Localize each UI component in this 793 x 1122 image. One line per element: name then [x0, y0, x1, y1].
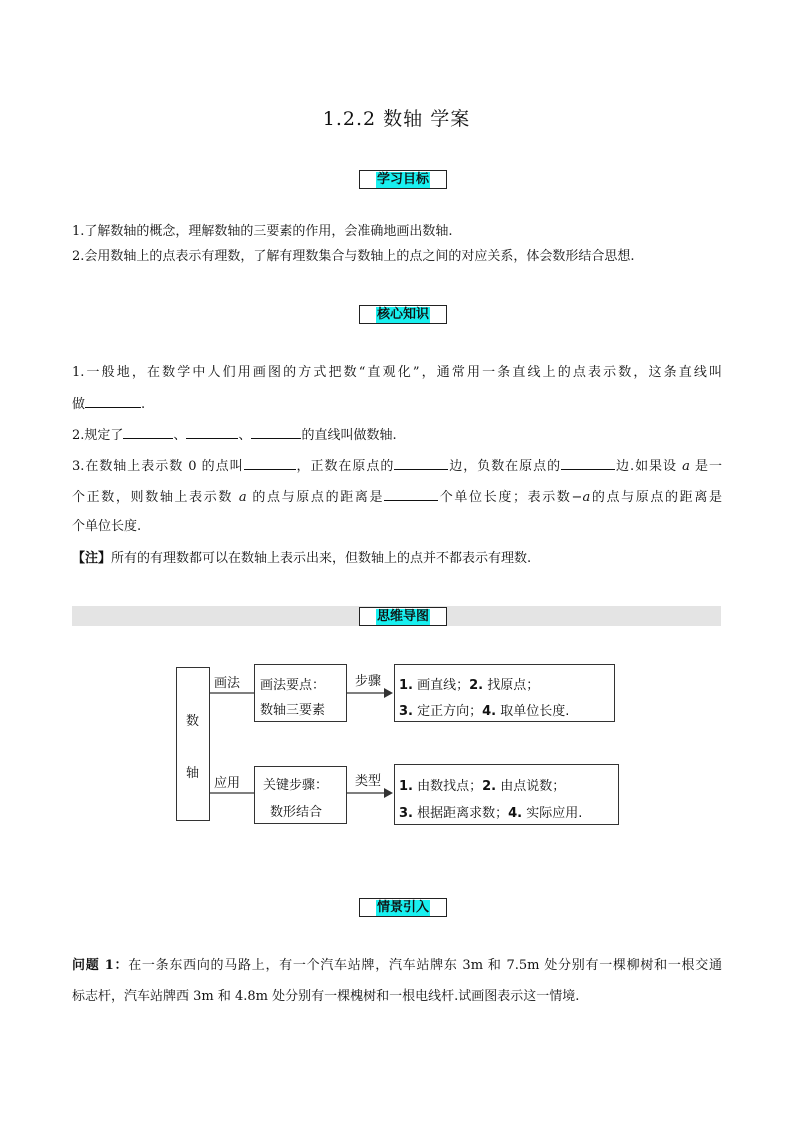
note-tag: 【注】	[72, 551, 112, 566]
box-draw-line1: 画法要点：	[260, 678, 326, 693]
core-item-3-line3: 个单位长度.	[72, 519, 142, 534]
branch-label-apply: 应用	[214, 776, 241, 791]
section-heading-label: 思维导图	[376, 608, 429, 624]
types-line1: 1. 由数找点；2. 由点说数；	[399, 779, 566, 794]
arrow-head-icon	[384, 788, 393, 798]
section-heading-scene	[359, 898, 447, 917]
root-char-1: 数	[186, 714, 200, 729]
mindmap-box-apply	[254, 766, 347, 824]
arrow-head-icon	[384, 688, 393, 698]
core-item-1-line1: 1.一般地，在数学中人们用画图的方式把数“直观化”，通常用一条直线上的点表示数，这条直线叫	[72, 365, 722, 380]
page-title: 1.2.2 数轴 学案	[322, 108, 471, 130]
core-item-1-line2: 做 .	[72, 394, 722, 414]
mindmap-box-steps	[394, 664, 615, 722]
box-apply-line1: 关键步骤：	[263, 778, 329, 793]
goal-item-1: 1.了解数轴的概念，理解数轴的三要素的作用，会准确地画出数轴.	[72, 224, 453, 239]
steps-line1: 1. 画直线；2. 找原点；	[399, 678, 540, 693]
arrow-label-types: 类型	[355, 774, 382, 789]
types-line2: 3. 根据距离求数；4. 实际应用.	[399, 806, 583, 821]
box-apply-line2: 数形结合	[270, 805, 323, 820]
section-heading-label: 学习目标	[376, 171, 429, 187]
core-item-3-line1: 3.在数轴上表示数 0 的点叫 ，正数在原点的 边，负数在原点的 边.如果设 a 是一	[72, 456, 722, 476]
question-tag: 问题 1：	[72, 958, 129, 973]
mindmap-box-draw	[254, 664, 347, 722]
section-heading-label: 情景引入	[376, 899, 429, 915]
core-note: 【注】所有的有理数都可以在数轴上表示出来，但数轴上的点并不都表示有理数.	[72, 551, 532, 566]
scene-question-line1: 问题 1：在一条东西向的马路上，有一个汽车站牌，汽车站牌东 3m 和 7.5m 处分别有一棵柳树和一根交通	[72, 958, 722, 973]
scene-question-line2: 标志杆，汽车站牌西 3m 和 4.8m 处分别有一棵槐树和一根电线杆.试画图表示这一情境.	[72, 989, 580, 1004]
section-heading-label: 核心知识	[376, 306, 429, 322]
mindmap-box-types	[394, 764, 619, 825]
steps-line2: 3. 定正方向；4. 取单位长度.	[399, 704, 570, 719]
box-draw-line2: 数轴三要素	[260, 703, 326, 718]
core-item-3-line2: 个正数，则数轴上表示数 a 的点与原点的距离是 个单位长度；表示数−a的点与原点的距离是	[72, 487, 722, 507]
branch-label-draw: 画法	[214, 676, 241, 691]
arrow-label-steps: 步骤	[355, 674, 382, 689]
root-char-2: 轴	[186, 766, 200, 781]
mindmap-root-box	[176, 667, 210, 821]
core-item-2: 2.规定了 、 、 的直线叫做数轴.	[72, 425, 722, 445]
goal-item-2: 2.会用数轴上的点表示有理数，了解有理数集合与数轴上的点之间的对应关系，体会数形结合思想.	[72, 249, 635, 264]
